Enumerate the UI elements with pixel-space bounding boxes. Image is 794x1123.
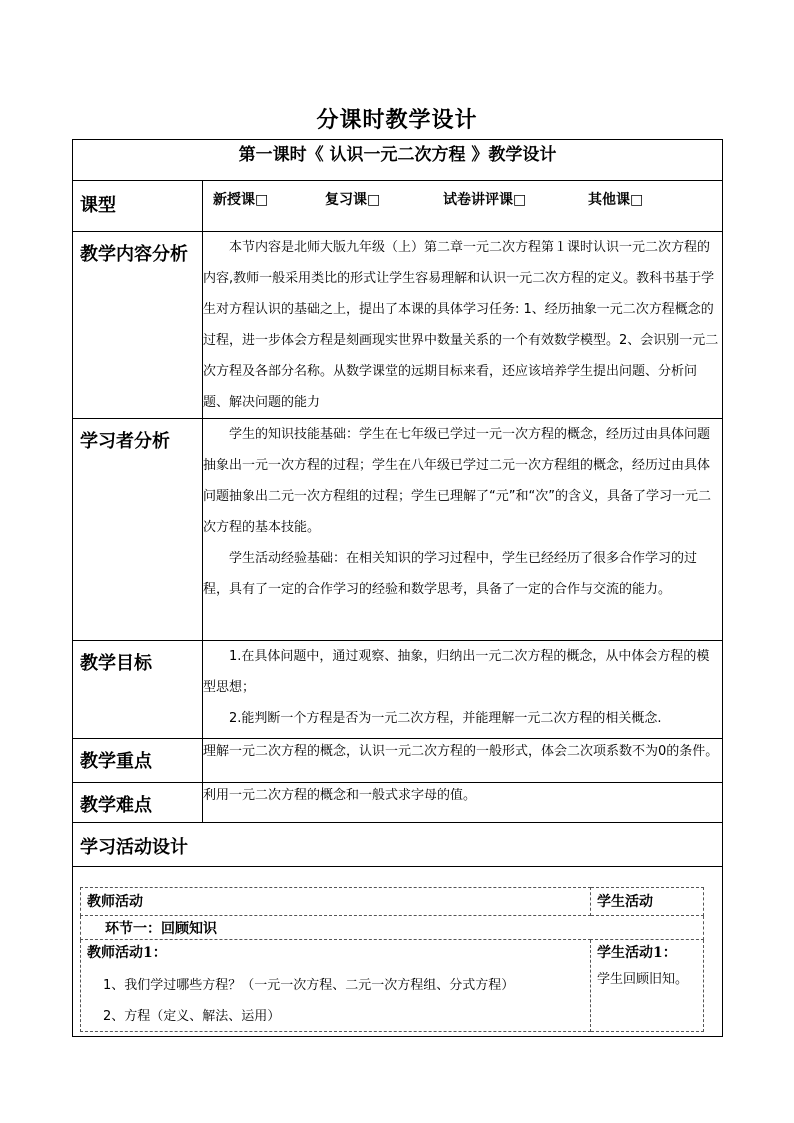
- objectives-text: [203, 641, 723, 739]
- activity-table: [80, 887, 704, 1032]
- student-activity-header: 学生活动: [591, 888, 704, 916]
- course-type-review[interactable]: 复习课□: [325, 192, 381, 208]
- key-points-label: 教学重点: [73, 739, 203, 783]
- teacher-activity-header: 教师活动: [81, 888, 591, 916]
- learner-analysis-label: 学习者分析: [73, 419, 203, 641]
- content-analysis-text: [203, 232, 723, 419]
- key-points-text: [203, 739, 723, 783]
- difficulties-text: [203, 783, 723, 823]
- stage-title: 环节一：回顾知识: [81, 916, 704, 940]
- learner-paragraph-experience: 学生活动经验基础：在相关知识的学习过程中，学生已经经历了很多合作学习的过程，具有了一定的合作学习的经验和数学思考，具备了一定的合作与交流的能力。: [203, 551, 698, 597]
- lesson-design-table: [72, 139, 723, 1037]
- course-type-new[interactable]: 新授课□: [213, 192, 269, 208]
- teacher-activity-item-1: 1、我们学过哪些方程？（一元一次方程、二元一次方程组、分式方程）: [103, 978, 515, 993]
- content-analysis-label: 教学内容分析: [73, 232, 203, 419]
- activity-design-label: 学习活动设计: [73, 823, 723, 867]
- teacher-activity-title: 教师活动1：: [87, 945, 167, 961]
- lesson-header: 第一课时《 认识一元二次方程 》教学设计: [73, 140, 723, 181]
- page-title: 分课时教学设计: [316, 107, 478, 133]
- learner-analysis-text: [203, 419, 723, 641]
- key-points-paragraph: 理解一元二次方程的概念，认识一元二次方程的一般形式，体会二次项系数不为0的条件。: [203, 744, 719, 759]
- difficulties-paragraph: 利用一元二次方程的概念和一般式求字母的值。: [203, 788, 477, 803]
- objective-2: 2.能判断一个方程是否为一元二次方程，并能理解一元二次方程的相关概念.: [229, 711, 662, 726]
- student-activity-cell: [591, 940, 704, 1032]
- course-type-options: [203, 181, 723, 232]
- difficulties-label: 教学难点: [73, 783, 203, 823]
- objective-1: 1.在具体问题中，通过观察、抽象，归纳出一元二次方程的概念，从中体会方程的模型思想；: [203, 649, 710, 695]
- teacher-activity-cell: [81, 940, 591, 1032]
- teacher-activity-item-2: 2、方程（定义、解法、运用）: [103, 1009, 281, 1024]
- course-type-other[interactable]: 其他课□: [588, 192, 644, 208]
- course-type-exam-review[interactable]: 试卷讲评课□: [443, 192, 527, 208]
- content-analysis-paragraph: 本节内容是北师大版九年级（上）第二章一元二次方程第１课时认识一元二次方程的内容,教师一般采用类比的形式让学生容易理解和认识一元二次方程的定义。教科书基于学生对方程认识的基础之上，提出了本课的具体学习任务: 1、经历抽象一元二次方程概念的过程，进一步体会方程是刻画现实世界中数量关系的一个有效数学模型。2、会识别一元二次方程及各部分名称。从数学课堂的远期目标来看，还应该培养学生提出问题、分析问题、解决问题的能力: [203, 240, 719, 410]
- student-activity-title: 学生活动1：: [597, 945, 677, 961]
- objectives-label: 教学目标: [73, 641, 203, 739]
- activity-design-area: [73, 867, 723, 1037]
- student-activity-text: 学生回顾旧知。: [597, 972, 689, 987]
- course-type-label: 课型: [73, 181, 203, 232]
- learner-paragraph-knowledge: 学生的知识技能基础：学生在七年级已学过一元一次方程的概念，经历过由具体问题抽象出一元一次方程的过程；学生在八年级已学过二元一次方程组的概念，经历过由具体问题抽象出二元一次方程组的过程；学生已理解了“元”和“次”的含义，具备了学习一元二次方程的基本技能。: [203, 427, 711, 535]
